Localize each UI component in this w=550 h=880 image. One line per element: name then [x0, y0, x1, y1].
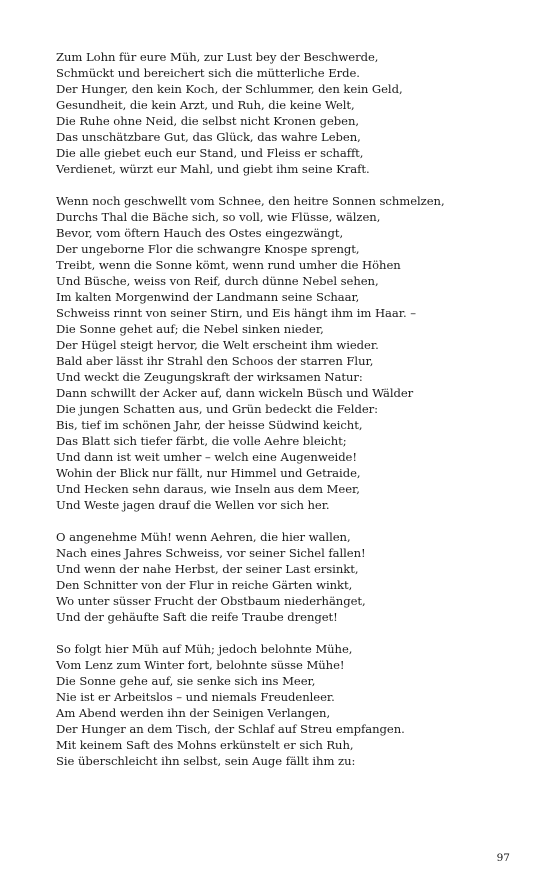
- stanza: [56, 49, 526, 177]
- poem-line: Der Hunger, den kein Koch, der Schlummer, den kein Geld,: [56, 82, 403, 96]
- poem-line: Vom Lenz zum Winter fort, belohnte süsse Mühe!: [56, 658, 345, 672]
- poem-line: Die Ruhe ohne Neid, die selbst nicht Kronen geben,: [56, 114, 359, 128]
- page-number: 97: [496, 852, 510, 864]
- poem-line: Bevor, vom öftern Hauch des Ostes eingezwängt,: [56, 226, 344, 240]
- poem-line: Der Hunger an dem Tisch, der Schlaf auf Streu empfangen.: [56, 722, 405, 736]
- stanza: [56, 641, 526, 769]
- poem-line: Das Blatt sich tiefer färbt, die volle Aehre bleicht;: [56, 434, 347, 448]
- poem-line: Und der gehäufte Saft die reife Traube drenget!: [56, 610, 338, 624]
- poem-line: Verdienet, würzt eur Mahl, und giebt ihm seine Kraft.: [56, 162, 370, 176]
- poem-line: Wenn noch geschwellt vom Schnee, den heitre Sonnen schmelzen,: [56, 194, 445, 208]
- poem-line: Durchs Thal die Bäche sich, so voll, wie Flüsse, wälzen,: [56, 210, 381, 224]
- poem-line: Mit keinem Saft des Mohns erkünstelt er sich Ruh,: [56, 738, 354, 752]
- poem-line: Und Weste jagen drauf die Wellen vor sich her.: [56, 498, 330, 512]
- poem-line: Den Schnitter von der Flur in reiche Gärten winkt,: [56, 578, 353, 592]
- poem-line: Sie überschleicht ihn selbst, sein Auge fällt ihm zu:: [56, 754, 356, 768]
- poem-line: Und Büsche, weiss von Reif, durch dünne Nebel sehen,: [56, 274, 379, 288]
- poem-line: Bis, tief im schönen Jahr, der heisse Südwind keicht,: [56, 418, 363, 432]
- stanza: [56, 529, 526, 625]
- poem-line: Schweiss rinnt von seiner Stirn, und Eis hängt ihm im Haar. –: [56, 306, 416, 320]
- poem-line: Zum Lohn für eure Müh, zur Lust bey der Beschwerde,: [56, 50, 379, 64]
- poem-line: Wo unter süsser Frucht der Obstbaum niederhänget,: [56, 594, 366, 608]
- poem-line: Am Abend werden ihn der Seinigen Verlangen,: [56, 706, 331, 720]
- poem-line: So folgt hier Müh auf Müh; jedoch belohnte Mühe,: [56, 642, 353, 656]
- poem-line: Schmückt und bereichert sich die mütterliche Erde.: [56, 66, 360, 80]
- poem-line: Die alle giebet euch eur Stand, und Fleiss er schafft,: [56, 146, 364, 160]
- poem-line: Wohin der Blick nur fällt, nur Himmel und Getraide,: [56, 466, 361, 480]
- poem-line: O angenehme Müh! wenn Aehren, die hier wallen,: [56, 530, 351, 544]
- poem-line: Das unschätzbare Gut, das Glück, das wahre Leben,: [56, 130, 361, 144]
- poem-line: Gesundheit, die kein Arzt, und Ruh, die keine Welt,: [56, 98, 355, 112]
- poem-line: Und wenn der nahe Herbst, der seiner Last ersinkt,: [56, 562, 359, 576]
- poem-line: Die jungen Schatten aus, und Grün bedeckt die Felder:: [56, 402, 378, 416]
- poem-line: Treibt, wenn die Sonne kömt, wenn rund umher die Höhen: [56, 258, 401, 272]
- poem-line: Der ungeborne Flor die schwangre Knospe sprengt,: [56, 242, 360, 256]
- poem-line: Und Hecken sehn daraus, wie Inseln aus dem Meer,: [56, 482, 360, 496]
- poem-line: Und dann ist weit umher – welch eine Augenweide!: [56, 450, 357, 464]
- poem-line: Die Sonne gehet auf; die Nebel sinken nieder,: [56, 322, 324, 336]
- poem-line: Die Sonne gehe auf, sie senke sich ins Meer,: [56, 674, 316, 688]
- poem-line: Nie ist er Arbeitslos – und niemals Freudenleer.: [56, 690, 335, 704]
- poem-line: Und weckt die Zeugungskraft der wirksamen Natur:: [56, 370, 363, 384]
- poem-line: Nach eines Jahres Schweiss, vor seiner Sichel fallen!: [56, 546, 366, 560]
- poem-text: [56, 49, 526, 769]
- poem-line: Der Hügel steigt hervor, die Welt erscheint ihm wieder.: [56, 338, 379, 352]
- poem-line: Im kalten Morgenwind der Landmann seine Schaar,: [56, 290, 360, 304]
- poem-line: Bald aber lässt ihr Strahl den Schoos der starren Flur,: [56, 354, 374, 368]
- stanza: [56, 193, 526, 513]
- poem-line: Dann schwillt der Acker auf, dann wickeln Büsch und Wälder: [56, 386, 414, 400]
